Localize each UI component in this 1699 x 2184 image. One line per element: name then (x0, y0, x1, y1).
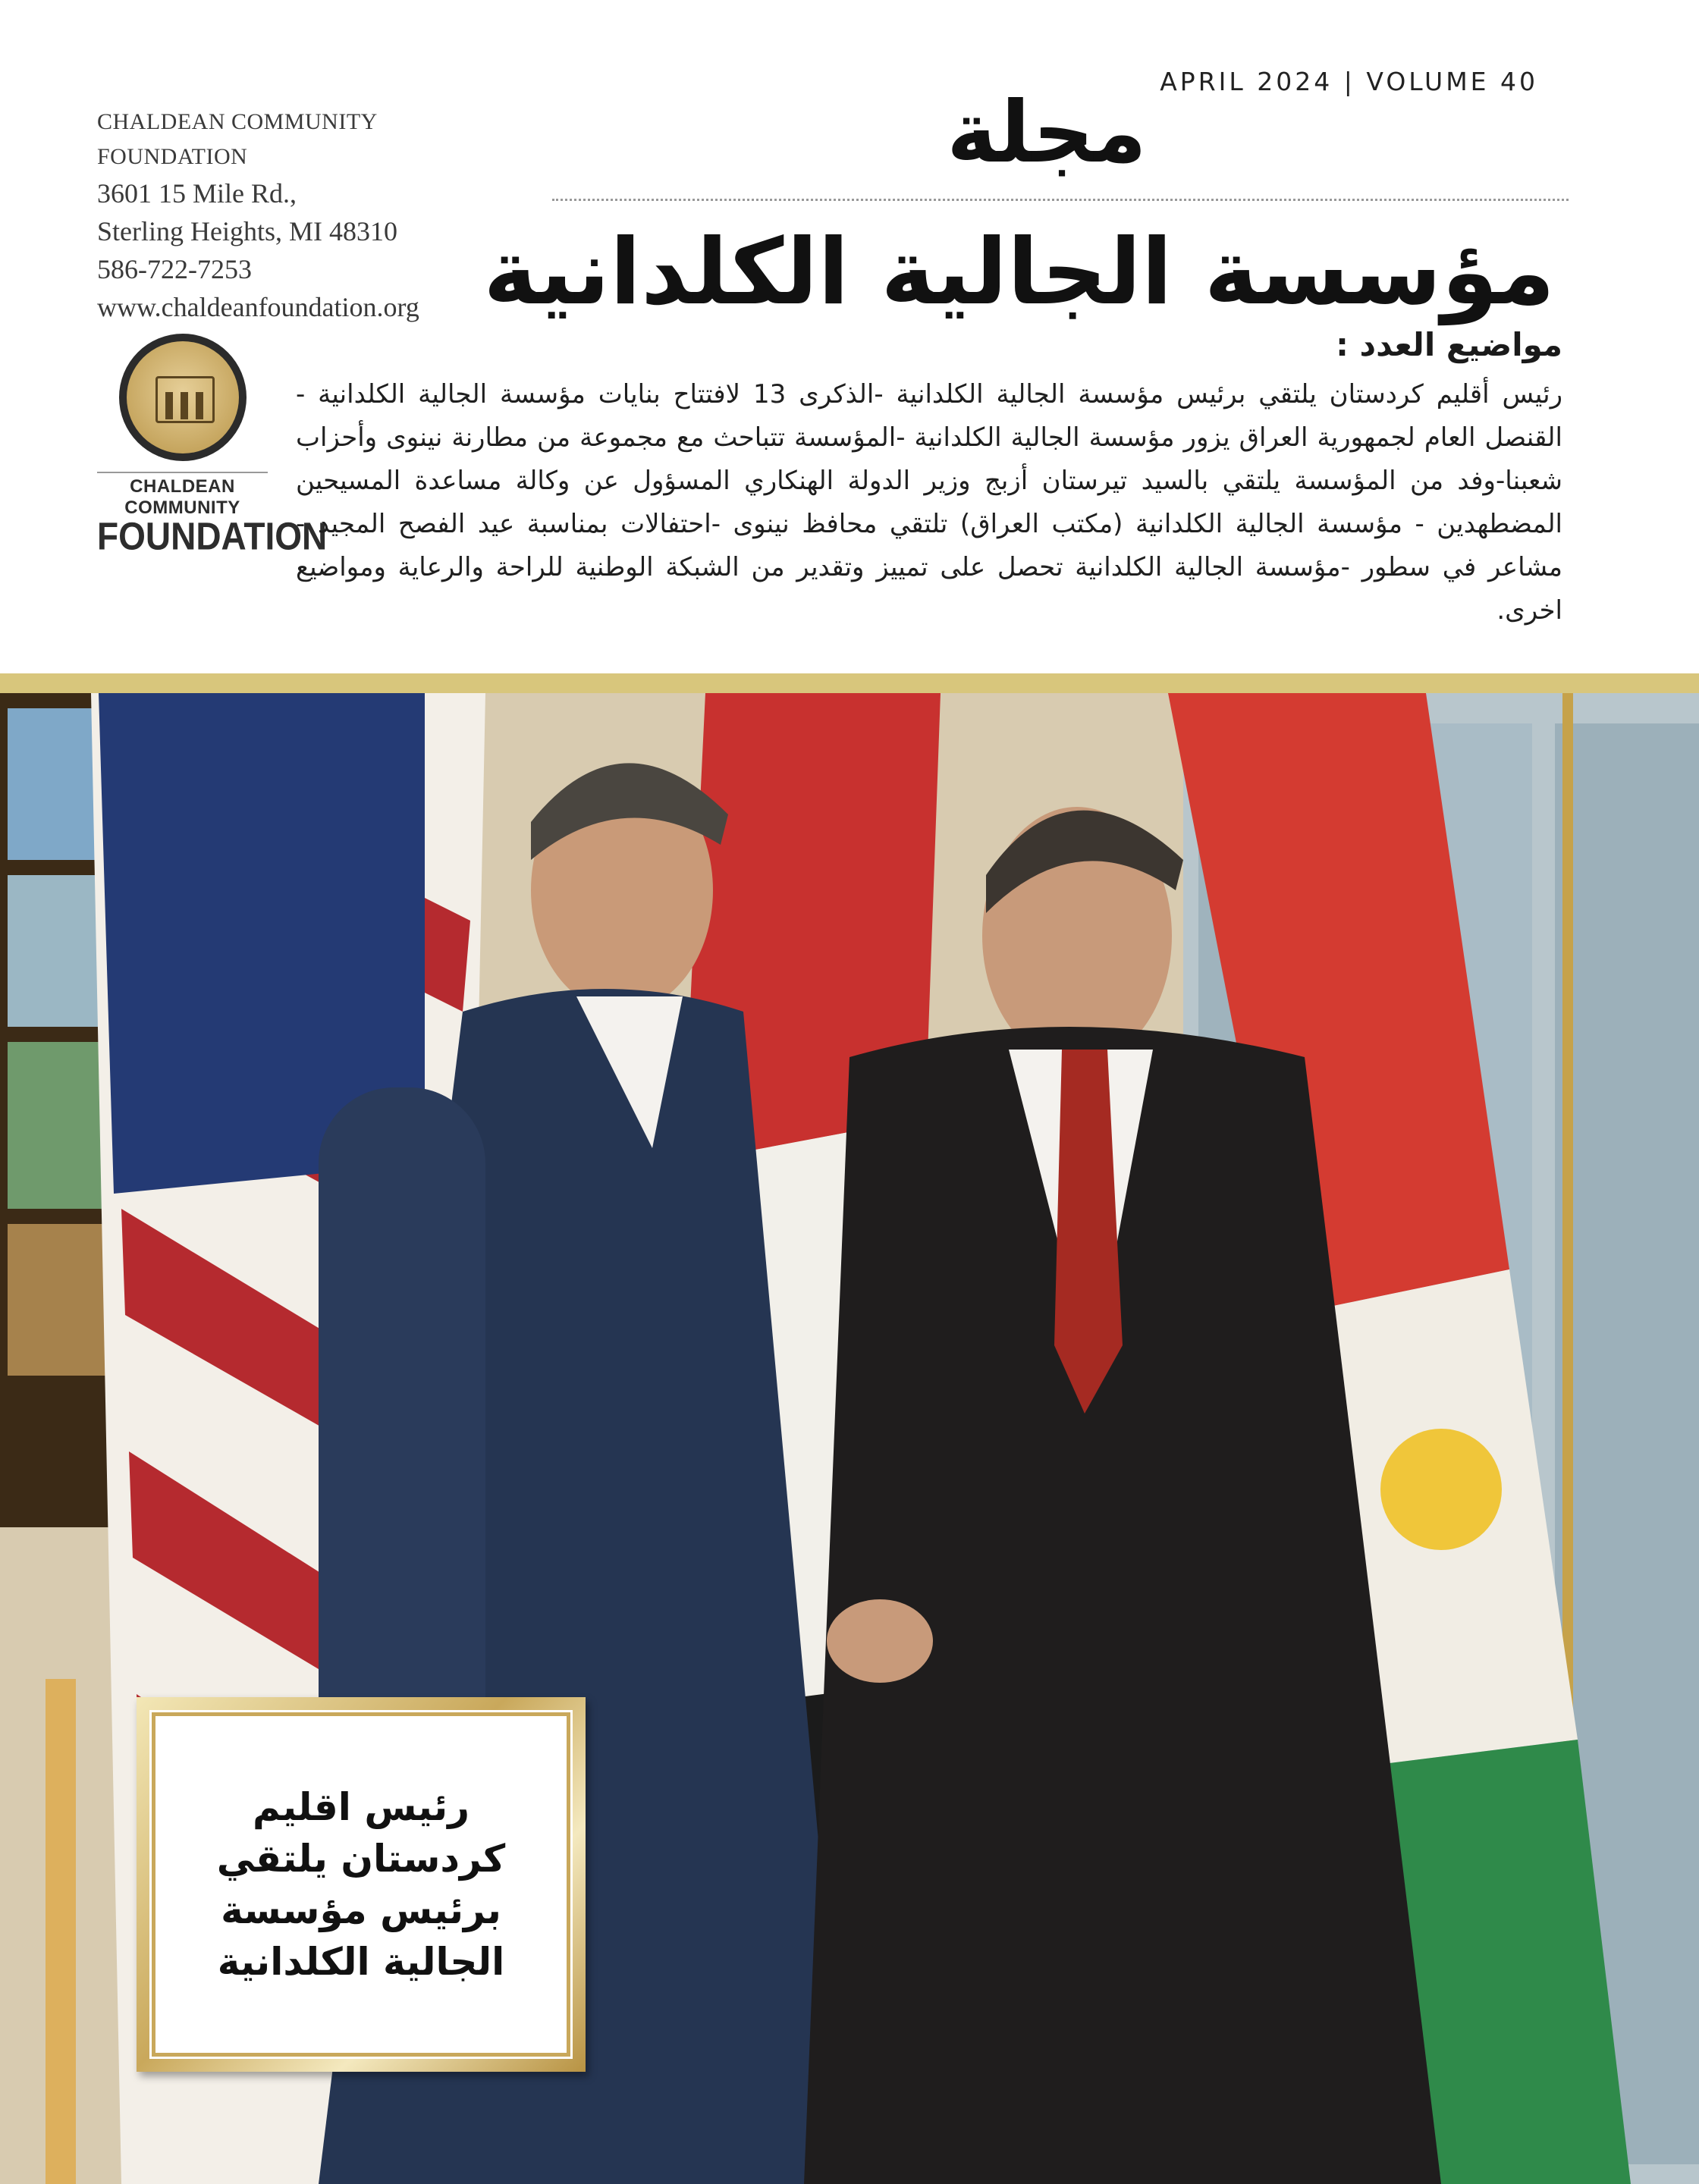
title-divider (552, 199, 1569, 201)
caption-line-3: برئيس مؤسسة (221, 1888, 501, 1932)
cover-caption-inner (152, 1712, 570, 2057)
address-line-2: Sterling Heights, MI 48310 (97, 216, 397, 246)
topics-heading: مواضيع العدد : (1336, 326, 1562, 363)
issue-label: APRIL 2024 | VOLUME 40 (1160, 67, 1538, 96)
cover-caption-frame (137, 1697, 586, 2072)
magazine-title: مؤسسة الجالية الكلدانية (483, 220, 1555, 325)
caption-line-2: كردستان يلتقي (216, 1837, 506, 1881)
address-line-1: 3601 15 Mile Rd., (97, 178, 297, 209)
seal-icon (119, 334, 247, 461)
foundation-logo (97, 334, 328, 558)
caption-line-4: الجالية الكلدانية (217, 1940, 505, 1984)
magazine-word: مجلة (947, 83, 1147, 182)
address-block (97, 105, 522, 326)
cover-caption-text (202, 1781, 520, 1988)
caption-line-1: رئيس اقليم (253, 1785, 470, 1829)
website-link: www.chaldeanfoundation.org (97, 292, 419, 322)
gold-divider-bar (0, 673, 1699, 693)
logo-text-community: CHALDEAN COMMUNITY (97, 472, 268, 519)
org-name: CHALDEAN COMMUNITY FOUNDATION (97, 109, 377, 169)
phone-number: 586-722-7253 (97, 254, 252, 284)
logo-text-foundation: FOUNDATION (97, 514, 328, 558)
topics-body: رئيس أقليم كردستان يلتقي برئيس مؤسسة الجالية الكلدانية -الذكرى 13 لافتتاح بنايات مؤسسة الجالية الكلدانية - القنصل العام لجمهورية العراق يزور مؤسسة الجالية الكلدانية -المؤسسة تتباحث مع مجموعة من مطارنة نينوى وأحزاب شعبنا-وفد من المؤسسة يلتقي بالسيد تيرستان أزبج وزير الدولة الهنكاري المسؤول عن وكالة مساعدة المسيحين المضطهدين - مؤسسة الجالية الكلدانية (مكتب العراق) تلتقي محافظ نينوى -احتفالات بمناسبة عيد الفصح المجيد - مشاعر في سطور -مؤسسة الجالية الكلدانية تحصل على تمييز وتقدير من الشبكة الوطنية للراحة والرعاية ومواضيع اخرى. (296, 379, 1562, 626)
